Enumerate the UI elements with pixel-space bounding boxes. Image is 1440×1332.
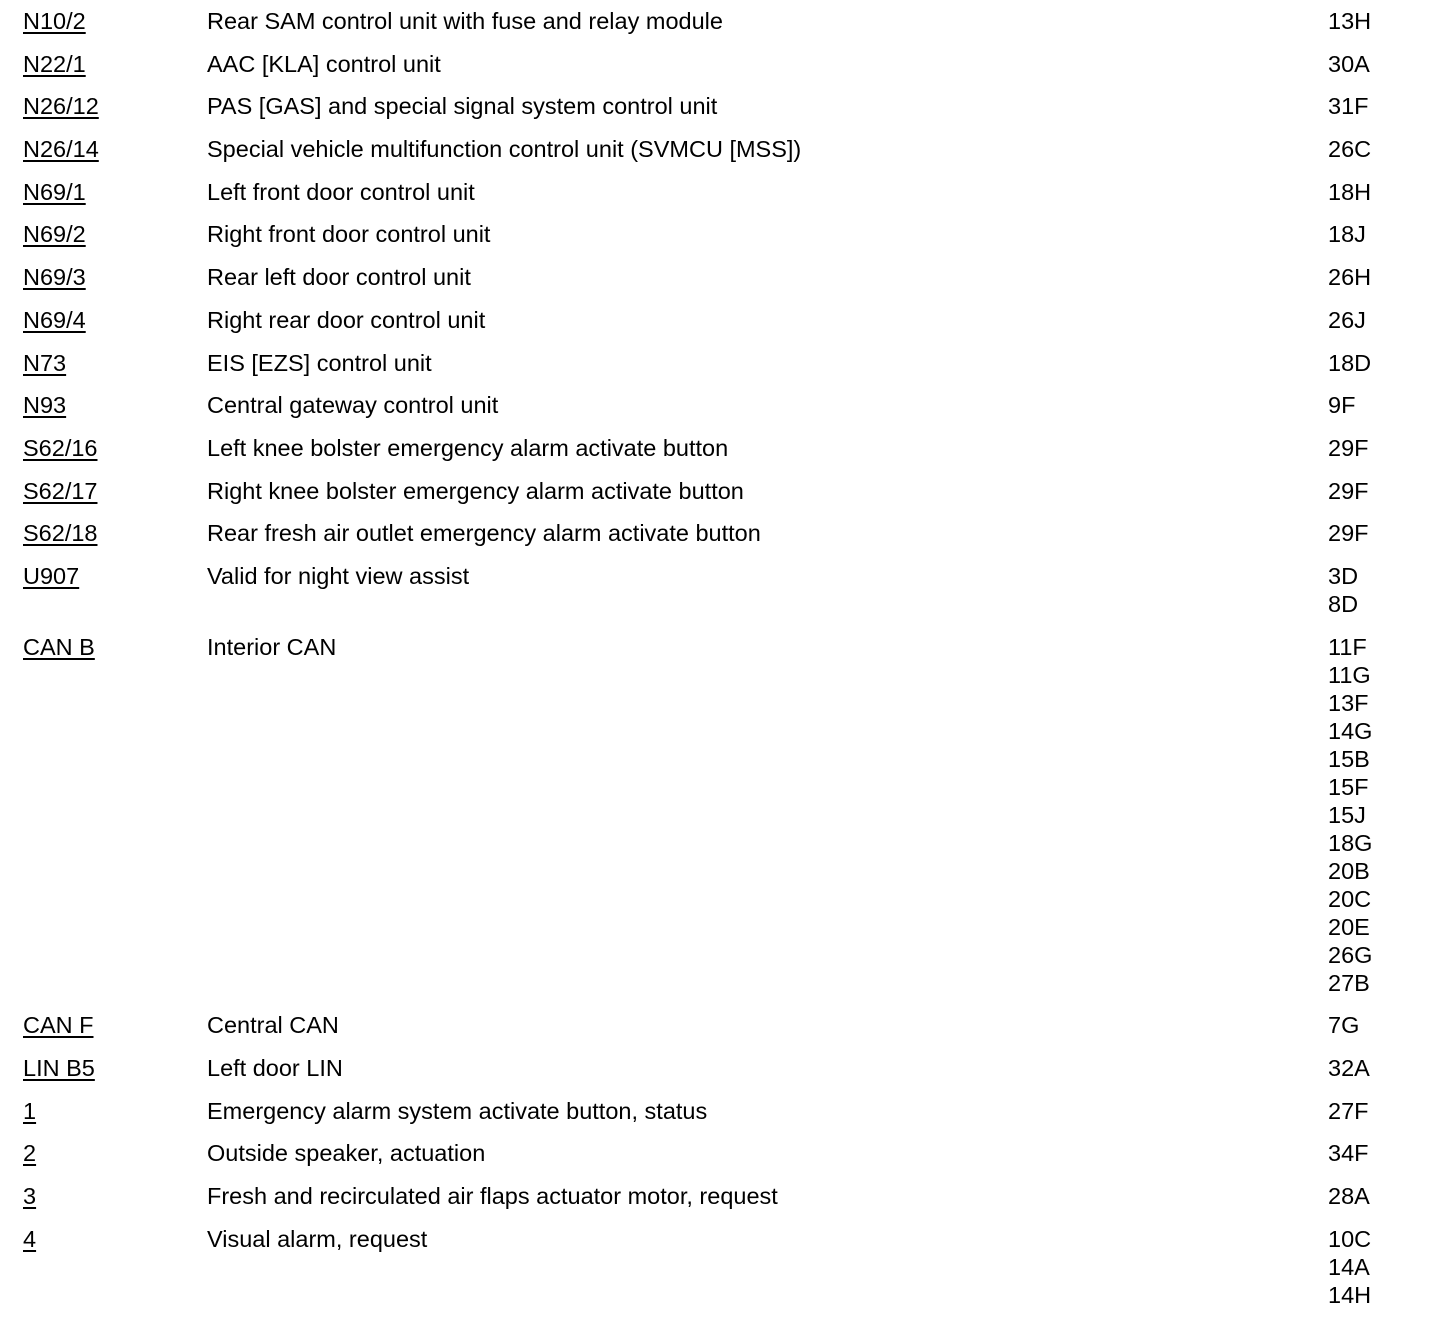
component-description: Central CAN [207, 1012, 339, 1039]
component-code-link[interactable]: N26/12 [23, 93, 99, 120]
component-description: EIS [EZS] control unit [207, 349, 432, 376]
component-code-link[interactable]: CAN F [23, 1012, 94, 1039]
grid-location: 14G [1328, 717, 1373, 744]
component-description: PAS [GAS] and special signal system control unit [207, 93, 718, 120]
grid-location: 18D [1328, 349, 1372, 376]
grid-location-list [1328, 349, 1428, 377]
grid-location-list [1328, 477, 1428, 505]
component-description: Right knee bolster emergency alarm activate button [207, 477, 744, 504]
grid-location: 13F [1328, 689, 1369, 716]
grid-location: 13H [1328, 8, 1372, 34]
component-description: Left front door control unit [207, 178, 475, 205]
grid-location: 27F [1328, 1097, 1369, 1124]
grid-location: 26G [1328, 941, 1373, 968]
grid-location: 10C [1328, 1225, 1372, 1252]
grid-location-list [1328, 263, 1428, 291]
grid-location-list [1328, 7, 1428, 35]
grid-location: 3D [1328, 562, 1359, 589]
grid-location: 26H [1328, 264, 1372, 291]
grid-location: 9F [1328, 392, 1356, 419]
legend-row [0, 477, 1440, 505]
grid-location: 29F [1328, 434, 1369, 461]
component-code-link[interactable]: 1 [23, 1097, 37, 1124]
grid-location: 29F [1328, 477, 1369, 504]
component-code-link[interactable]: N93 [23, 392, 67, 419]
grid-location: 20E [1328, 913, 1370, 940]
legend-row [0, 220, 1440, 248]
legend-row [0, 391, 1440, 419]
grid-location: 15F [1328, 773, 1369, 800]
grid-location: 28A [1328, 1183, 1370, 1210]
legend-row [0, 1011, 1440, 1039]
legend-row [0, 135, 1440, 163]
component-description: Right front door control unit [207, 221, 491, 248]
legend-row [0, 434, 1440, 462]
grid-location: 20C [1328, 885, 1372, 912]
grid-location-list [1328, 92, 1428, 120]
legend-row [0, 633, 1440, 997]
component-code-link[interactable]: LIN B5 [23, 1055, 95, 1081]
legend-row [0, 1097, 1440, 1125]
component-code-link[interactable]: N69/4 [23, 306, 86, 333]
component-description: Rear left door control unit [207, 264, 471, 291]
grid-location: 30A [1328, 50, 1370, 77]
grid-location-list [1328, 1139, 1428, 1167]
component-description: Rear fresh air outlet emergency alarm activate button [207, 520, 761, 547]
component-code-link[interactable]: S62/16 [23, 434, 98, 461]
grid-location: 34F [1328, 1140, 1369, 1167]
component-description: Visual alarm, request [207, 1225, 428, 1252]
grid-location: 15B [1328, 745, 1370, 772]
component-description: Interior CAN [207, 633, 337, 660]
grid-location: 14A [1328, 1253, 1370, 1280]
legend-row [0, 1182, 1440, 1210]
component-description: AAC [KLA] control unit [207, 50, 441, 77]
grid-location: 32A [1328, 1055, 1370, 1081]
legend-row [0, 1054, 1440, 1082]
grid-location: 26C [1328, 136, 1372, 163]
legend-row [0, 562, 1440, 618]
grid-location-list [1328, 633, 1428, 997]
legend-row [0, 1139, 1440, 1167]
component-code-link[interactable]: N26/14 [23, 136, 99, 163]
grid-location-list [1328, 1182, 1428, 1210]
component-code-link[interactable]: CAN B [23, 633, 95, 660]
component-description: Left knee bolster emergency alarm activate button [207, 434, 729, 461]
grid-location: 18H [1328, 178, 1372, 205]
component-code-link[interactable]: N73 [23, 349, 67, 376]
grid-location-list [1328, 562, 1428, 618]
grid-location: 31F [1328, 93, 1369, 120]
component-code-link[interactable]: N69/1 [23, 178, 86, 205]
grid-location-list [1328, 135, 1428, 163]
grid-location-list [1328, 178, 1428, 206]
grid-location: 18G [1328, 829, 1373, 856]
grid-location: 27B [1328, 969, 1370, 996]
grid-location: 7G [1328, 1012, 1360, 1039]
grid-location: 15J [1328, 801, 1366, 828]
legend-row [0, 92, 1440, 120]
component-description: Rear SAM control unit with fuse and relay module [207, 8, 723, 34]
grid-location-list [1328, 1054, 1428, 1082]
component-code-link[interactable]: S62/18 [23, 520, 98, 547]
grid-location: 14H [1328, 1281, 1372, 1308]
legend-row [0, 519, 1440, 547]
grid-location: 11F [1328, 633, 1367, 660]
grid-location-list [1328, 1011, 1428, 1039]
grid-location-list [1328, 519, 1428, 547]
component-description: Valid for night view assist [207, 562, 470, 589]
grid-location: 29F [1328, 520, 1369, 547]
grid-location-list [1328, 391, 1428, 419]
component-code-link[interactable]: 3 [23, 1183, 37, 1210]
component-code-link[interactable]: S62/17 [23, 477, 98, 504]
legend-row [0, 349, 1440, 377]
grid-location-list [1328, 434, 1428, 462]
component-description: Emergency alarm system activate button, status [207, 1097, 708, 1124]
grid-location: 20B [1328, 857, 1370, 884]
grid-location-list [1328, 50, 1428, 78]
component-description: Fresh and recirculated air flaps actuator motor, request [207, 1183, 778, 1210]
grid-location-list [1328, 1225, 1428, 1309]
component-description: Central gateway control unit [207, 392, 499, 419]
component-code-link[interactable]: N10/2 [23, 8, 86, 34]
legend-row [0, 306, 1440, 334]
grid-location: 18J [1328, 221, 1366, 248]
grid-location-list [1328, 1097, 1428, 1125]
component-code-link[interactable]: N69/3 [23, 264, 86, 291]
grid-location: 11G [1328, 661, 1371, 688]
component-description: Right rear door control unit [207, 306, 486, 333]
grid-location: 26J [1328, 306, 1366, 333]
grid-location-list [1328, 306, 1428, 334]
grid-location: 8D [1328, 590, 1359, 617]
grid-location-list [1328, 220, 1428, 248]
component-code-link[interactable]: 2 [23, 1140, 37, 1167]
legend-row [0, 178, 1440, 206]
component-description: Left door LIN [207, 1055, 343, 1081]
component-code-link[interactable]: 4 [23, 1225, 37, 1252]
component-code-link[interactable]: N69/2 [23, 221, 86, 248]
component-code-link[interactable]: U907 [23, 562, 80, 589]
legend-row [0, 263, 1440, 291]
legend-row [0, 50, 1440, 78]
legend-row [0, 7, 1440, 35]
component-description: Special vehicle multifunction control unit (SVMCU [MSS]) [207, 136, 802, 163]
component-code-link[interactable]: N22/1 [23, 50, 86, 77]
legend-row [0, 1225, 1440, 1309]
component-description: Outside speaker, actuation [207, 1140, 486, 1167]
